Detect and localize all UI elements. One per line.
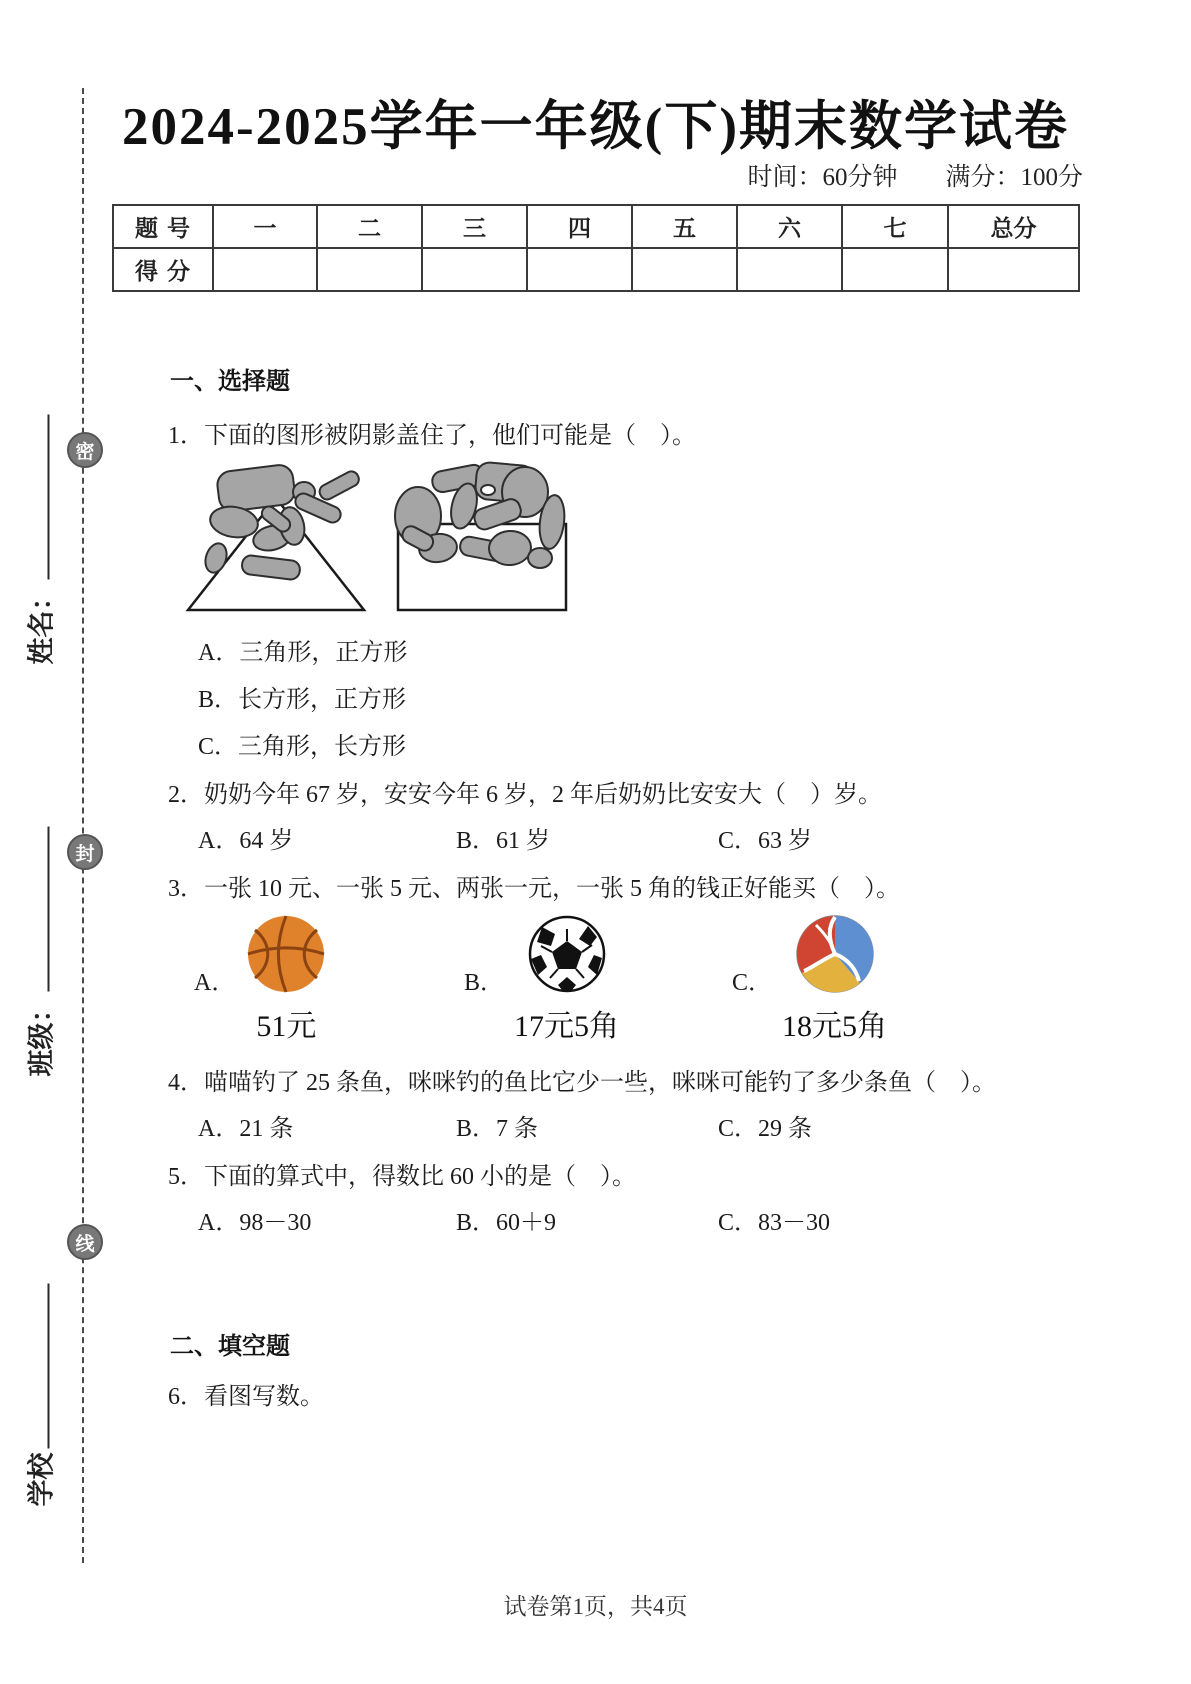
school-label: 学校: [26, 1452, 57, 1507]
col-7: 七: [842, 205, 948, 248]
col-3: 三: [422, 205, 527, 248]
score-cell: [317, 248, 422, 291]
score-cell: [527, 248, 632, 291]
q2-option-b: B．61 岁: [456, 828, 551, 854]
q3-option-b: [464, 913, 732, 1045]
score-cell: [632, 248, 737, 291]
score-table-header-row: [113, 205, 1079, 248]
ink-blob-cluster-right: [395, 462, 567, 568]
score-cell: [422, 248, 527, 291]
score-cell: [737, 248, 842, 291]
class-label: 班级：: [26, 995, 57, 1077]
score-cell: [842, 248, 948, 291]
col-4: 四: [527, 205, 632, 248]
q2-option-c: C．63 岁: [718, 828, 813, 854]
seal-dashed-line: [82, 88, 84, 1563]
basketball-icon: [245, 913, 327, 995]
question-1-options: [168, 639, 1086, 761]
question-4-text: 4．喵喵钓了 25 条鱼，咪咪钓的鱼比它少一些，咪咪可能钓了多少条鱼（ ）。: [168, 1070, 996, 1096]
question-1-text: 1．下面的图形被阴影盖住了，他们可能是（ ）。: [168, 423, 696, 449]
volleyball-icon: [794, 913, 876, 995]
exam-meta: [747, 157, 1083, 193]
question-3-text: 3．一张 10 元、一张 5 元、两张一元，一张 5 角的钱正好能买（ ）。: [168, 876, 900, 902]
question-3-options: [168, 913, 1086, 1045]
seal-char-feng: 封: [67, 834, 103, 870]
q2-option-a: A．64 岁: [198, 828, 294, 854]
question-5-options: [168, 1209, 1086, 1237]
q5-option-b: B．60＋9: [456, 1210, 557, 1236]
school-field: [20, 1237, 59, 1507]
section2-heading: 二、填空题: [170, 1333, 290, 1360]
q1-option-a: A．三角形，正方形: [198, 640, 408, 666]
q4-option-a: A．21 条: [198, 1116, 294, 1142]
score-obtained-label: 得分: [113, 248, 213, 291]
question-1-figure-covered-shapes-image: [176, 460, 576, 618]
col-6: 六: [737, 205, 842, 248]
seal-char-mi: 密: [67, 432, 103, 468]
q3-option-c: [732, 913, 1086, 1045]
col-total: 总分: [948, 205, 1079, 248]
exam-body: [168, 352, 1086, 1411]
score-cell: [948, 248, 1079, 291]
name-label: 姓名：: [26, 583, 57, 665]
q5-option-c: C．83－30: [718, 1210, 831, 1236]
q1-option-b: B．长方形，正方形: [198, 687, 407, 713]
name-blank-line: [29, 415, 49, 580]
question-4-options: [168, 1115, 1086, 1143]
q3-option-a: [194, 913, 464, 1045]
score-cell: [213, 248, 317, 291]
seal-char-xian: 线: [67, 1224, 103, 1260]
name-field: [20, 395, 59, 665]
question-2-text: 2．奶奶今年 67 岁，安安今年 6 岁，2 年后奶奶比安安大（ ）岁。: [168, 782, 882, 808]
question-6-text: 6．看图写数。: [168, 1384, 324, 1410]
col-5: 五: [632, 205, 737, 248]
q3-option-b-label: B．: [464, 969, 505, 996]
full-score-label: 满分：100分: [945, 164, 1083, 191]
question-number-label: 题号: [113, 205, 213, 248]
soccer-ball-icon: [526, 913, 608, 995]
class-field: [20, 807, 59, 1077]
school-blank-line: [29, 1284, 49, 1449]
question-2-options: [168, 827, 1086, 855]
q4-option-c: C．29 条: [718, 1116, 813, 1142]
question-5-text: 5．下面的算式中，得数比 60 小的是（ ）。: [168, 1164, 636, 1190]
volleyball-price: 18元5角: [782, 1010, 888, 1043]
page-footer: 试卷第1页，共4页: [503, 1594, 688, 1619]
time-label: 时间：60分钟: [747, 164, 898, 191]
q1-option-c: C．三角形，长方形: [198, 734, 407, 760]
page-title: 2024-2025学年一年级(下)期末数学试卷: [122, 98, 1069, 156]
q3-option-a-label: A．: [194, 969, 236, 996]
class-blank-line: [29, 827, 49, 992]
soccer-ball-price: 17元5角: [514, 1010, 620, 1043]
basketball-price: 51元: [256, 1010, 317, 1043]
score-table-score-row: [113, 248, 1079, 291]
q3-option-c-label: C．: [732, 969, 773, 996]
q4-option-b: B．7 条: [456, 1116, 539, 1142]
ink-blob-cluster-left: [202, 464, 361, 581]
col-1: 一: [213, 205, 317, 248]
score-table: [112, 204, 1080, 292]
section1-heading: 一、选择题: [170, 368, 290, 395]
q5-option-a: A．98－30: [198, 1210, 312, 1236]
col-2: 二: [317, 205, 422, 248]
